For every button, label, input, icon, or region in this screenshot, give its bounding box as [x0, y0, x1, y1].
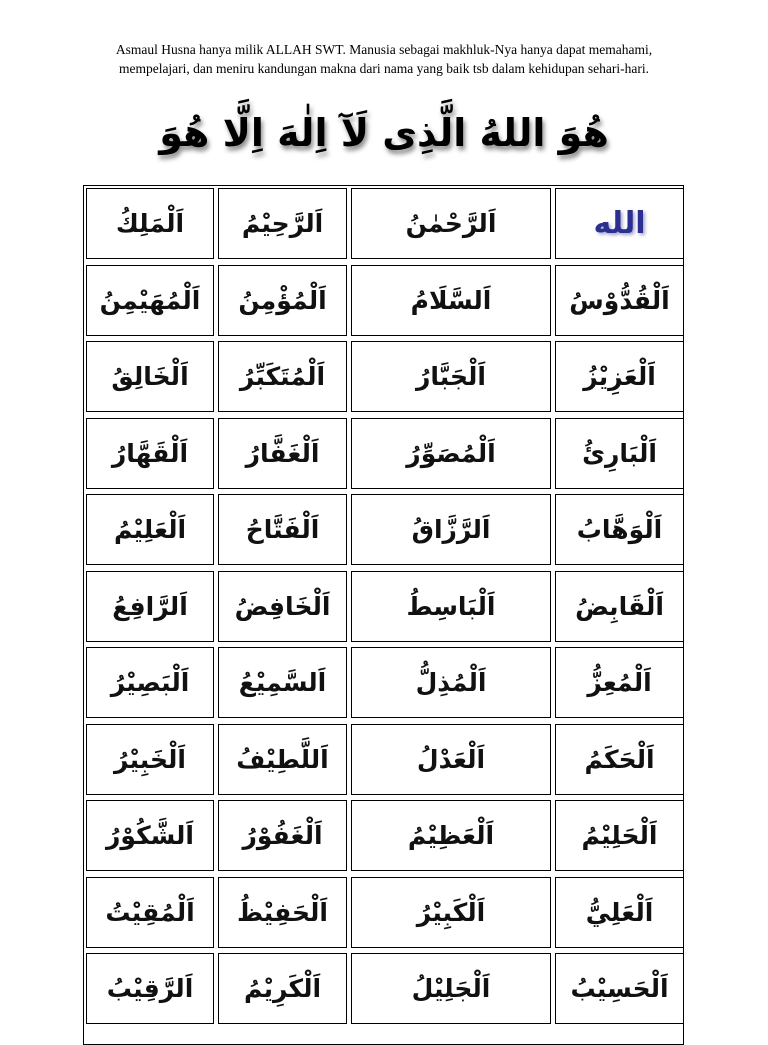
name-cell: اَلْبَاسِطُ — [351, 571, 551, 642]
name-cell: اَلْعَلِيُّ — [555, 877, 684, 948]
name-cell: اَلْمَلِكُ — [86, 188, 214, 259]
name-cell: اَللَّطِيْفُ — [218, 724, 347, 795]
name-cell: اَلْحَكَمُ — [555, 724, 684, 795]
name-cell: اَلْبَصِيْرُ — [86, 647, 214, 718]
name-cell: اَلْقَابِضُ — [555, 571, 684, 642]
name-cell: اَلْحَفِيْظُ — [218, 877, 347, 948]
name-cell: اَلْغَفَّارُ — [218, 418, 347, 489]
name-cell: اَلْفَتَّاحُ — [218, 494, 347, 565]
name-cell: الله — [555, 188, 684, 259]
name-cell: اَلرَّحْمٰنُ — [351, 188, 551, 259]
name-cell: اَلْمُؤْمِنُ — [218, 265, 347, 336]
name-cell: اَلْمُتَكَبِّرُ — [218, 341, 347, 412]
name-cell: اَلسَّلَامُ — [351, 265, 551, 336]
name-cell: اَلرَّحِيْمُ — [218, 188, 347, 259]
name-cell: اَلْمُعِزُّ — [555, 647, 684, 718]
intro-line-1: Asmaul Husna hanya milik ALLAH SWT. Manusia sebagai makhluk-Nya hanya dapat memahami, — [115, 42, 653, 57]
name-cell: اَلْعَظِيْمُ — [351, 800, 551, 871]
name-cell: اَلرَّافِعُ — [86, 571, 214, 642]
name-cell: اَلْمُذِلُّ — [351, 647, 551, 718]
name-cell: اَلْكَبِيْرُ — [351, 877, 551, 948]
name-cell: اَلرَّزَّاقُ — [351, 494, 551, 565]
name-cell: اَلْجَبَّارُ — [351, 341, 551, 412]
name-cell: اَلسَّمِيْعُ — [218, 647, 347, 718]
name-cell: اَلْحَلِيْمُ — [555, 800, 684, 871]
name-cell: اَلْقُدُّوْسُ — [555, 265, 684, 336]
name-cell: اَلْخَافِضُ — [218, 571, 347, 642]
names-table — [86, 188, 682, 1024]
name-cell: اَلْعَلِيْمُ — [86, 494, 214, 565]
intro-text — [40, 40, 728, 78]
name-cell: اَلْقَهَّارُ — [86, 418, 214, 489]
name-cell: اَلْخَبِيْرُ — [86, 724, 214, 795]
name-cell: اَلْحَسِيْبُ — [555, 953, 684, 1024]
name-cell: اَلرَّقِيْبُ — [86, 953, 214, 1024]
name-cell: اَلْغَفُوْرُ — [218, 800, 347, 871]
name-cell: اَلْبَارِئُ — [555, 418, 684, 489]
name-cell: اَلْمُقِيْتُ — [86, 877, 214, 948]
name-cell: اَلْعَدْلُ — [351, 724, 551, 795]
name-cell: اَلْوَهَّابُ — [555, 494, 684, 565]
name-cell: اَلْجَلِيْلُ — [351, 953, 551, 1024]
calligraphy-heading: هُوَ اللهُ الَّذِى لَآ اِلٰهَ اِلَّا هُوَ — [159, 111, 609, 155]
name-cell: اَلْخَالِقُ — [86, 341, 214, 412]
name-cell: اَلْمُصَوِّرُ — [351, 418, 551, 489]
name-cell: اَلْعَزِيْزُ — [555, 341, 684, 412]
name-cell: اَلْمُهَيْمِنُ — [86, 265, 214, 336]
intro-line-2: mempelajari, dan meniru kandungan makna dari nama yang baik tsb dalam kehidupan sehari-hari. — [118, 61, 650, 76]
name-cell: اَلشَّكُوْرُ — [86, 800, 214, 871]
name-cell: اَلْكَرِيْمُ — [218, 953, 347, 1024]
